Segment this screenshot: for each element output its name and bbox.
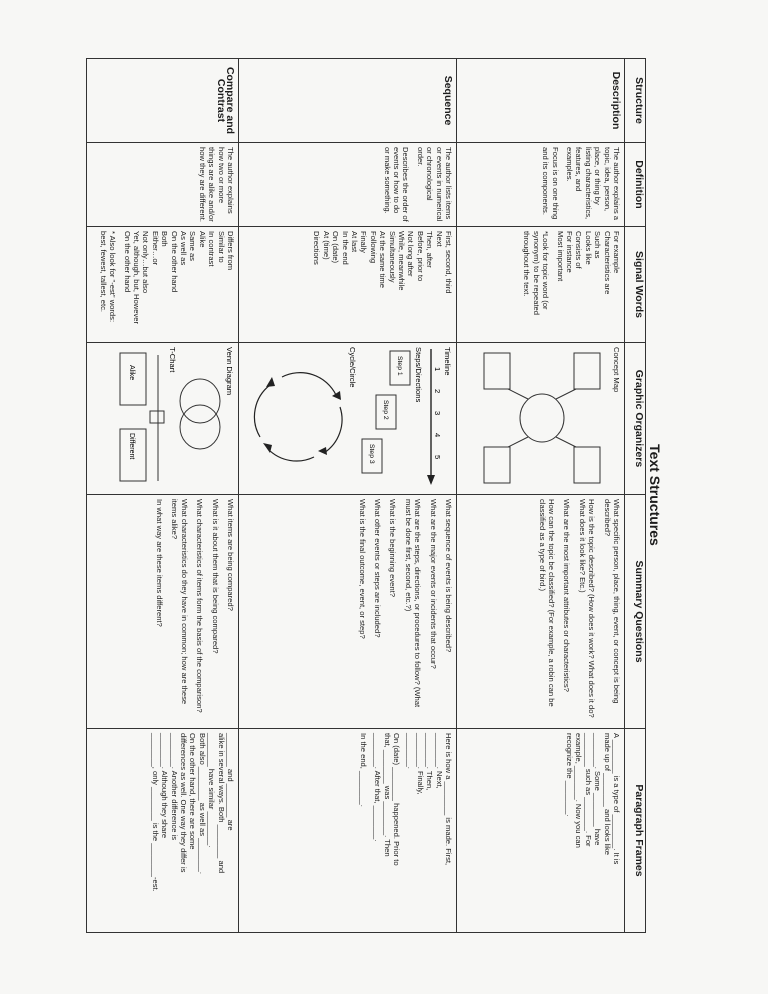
- signal-word: At last: [349, 231, 359, 253]
- signal-note: *Look for topic word (or synonym) to be repeated throughout the text.: [522, 231, 551, 316]
- summary-questions-cell: [87, 495, 239, 729]
- definition-text: The author lists items or events in numerical or chronological order.: [415, 147, 453, 222]
- frame-line: that, ________ was ________. Then: [382, 733, 392, 857]
- summary-question: What other events or steps are included?: [372, 499, 382, 638]
- signal-words-cell: [457, 227, 625, 343]
- signal-word: Yet, although, but, However: [131, 231, 141, 325]
- signal-word: Most important: [555, 231, 565, 282]
- summary-question: What characteristics of items form the basis of the comparison?: [195, 499, 205, 713]
- summary-question: What is the final outcome, event, or step?: [357, 499, 367, 639]
- frame-line: On the other hand, there are some: [188, 733, 198, 850]
- frame-line: differences as well. One way they differ is: [178, 733, 188, 873]
- signal-word: First, second, third: [444, 231, 453, 294]
- header-row: [625, 59, 646, 933]
- signal-word: On the other hand: [169, 231, 179, 293]
- signal-word: At the same time: [378, 231, 388, 288]
- different-label: Different: [128, 433, 135, 460]
- definition-cell: [457, 143, 625, 227]
- signal-word: Both: [160, 231, 170, 247]
- venn-circle: [180, 379, 220, 423]
- structure-cell: Sequence: [239, 59, 457, 143]
- header-signal-words: Signal Words: [625, 227, 646, 343]
- step-label: Step 1: [396, 356, 403, 376]
- signal-word: Such as: [593, 231, 603, 259]
- signal-word: Characteristics are: [602, 231, 612, 295]
- definition-text: Focus is on one thing and its components.: [541, 147, 560, 220]
- t-chart-stem: [150, 411, 164, 423]
- text-structures-sheet: [86, 58, 664, 932]
- graphic-organizer-cell: [239, 343, 457, 495]
- signal-word: Before, prior to: [415, 231, 425, 282]
- signal-word: Same as: [188, 231, 198, 261]
- signal-word: Looks like: [583, 231, 593, 265]
- frame-line: ________. Then,: [425, 733, 435, 791]
- step-label: Step 3: [368, 444, 375, 464]
- signal-word: On the other hand: [122, 231, 132, 293]
- signal-word: In contrast: [207, 231, 217, 267]
- signal-word: For example: [612, 231, 621, 274]
- timeline-number: 5: [433, 455, 442, 460]
- signal-word: Not long after: [406, 231, 416, 277]
- frame-line: alike in several ways. Both ________ and: [216, 733, 226, 874]
- sequence-organizers: [242, 345, 454, 491]
- organizer-label: Timeline: [443, 347, 452, 376]
- timeline-arrowhead: [427, 475, 435, 485]
- text-structures-table: [86, 58, 646, 933]
- signal-word: Following: [368, 231, 378, 264]
- step-label: Step 2: [382, 400, 389, 420]
- signal-word: Alike: [197, 231, 207, 248]
- signal-word: Then, after: [425, 231, 435, 268]
- organizer-label: Venn Diagram: [225, 347, 234, 396]
- page-title: Text Structures: [647, 444, 663, 546]
- header-structure: Structure: [625, 59, 646, 143]
- organizer-label: Concept Map: [612, 347, 621, 393]
- header-paragraph-frames: Paragraph Frames: [625, 729, 646, 933]
- signal-word: Not only…but also: [141, 231, 151, 294]
- header-graphic-organizers: Graphic Organizers: [625, 343, 646, 495]
- signal-word: At (time): [321, 231, 331, 260]
- timeline-number: 1: [433, 367, 442, 372]
- summary-question: What is the beginning event?: [388, 499, 398, 597]
- organizer-label: Cycle/Circle: [348, 347, 357, 388]
- frame-line: ________. Although they share: [160, 733, 170, 839]
- summary-question: What is it about them that is being compared?: [210, 499, 220, 654]
- signal-word: Directions: [312, 231, 322, 265]
- summary-question: What are the most important attributes or characteristics?: [562, 499, 572, 692]
- timeline-number: 3: [433, 411, 442, 416]
- summary-question: What items are being compared?: [226, 499, 235, 611]
- frame-line: ________. Finally,: [415, 733, 425, 795]
- signal-word: Either…or: [150, 231, 160, 266]
- signal-word: Next: [434, 231, 444, 247]
- definition-text: The author explains a topic, idea, person, place, or thing by listing characteristics, features, and examples.: [564, 147, 621, 221]
- summary-question: What characteristics do they have in common; how are these items alike?: [170, 499, 189, 705]
- paragraph-frames-cell: [457, 729, 625, 933]
- frame-line: Both also ________ as well as ________.: [197, 733, 207, 875]
- summary-question: What sequence of events is being described?: [444, 499, 453, 653]
- summary-question: How can the topic be classified? (For example, a robin can be classified as a type of bird.): [537, 499, 556, 707]
- header-definition: Definition: [625, 143, 646, 227]
- definition-text: Describes the order of events or how to do or make something.: [382, 147, 411, 222]
- row-compare-contrast: [87, 59, 239, 933]
- summary-question: What specific person, place, thing, event, or concept is being described?: [602, 499, 621, 704]
- frame-line: Here is how a ________ is made. First,: [444, 733, 453, 866]
- summary-questions-cell: [457, 495, 625, 729]
- frame-line: A ________ is a type of ________. It is: [612, 733, 621, 865]
- structure-cell: Compare and Contrast: [87, 59, 239, 143]
- signal-word: In the end: [340, 231, 350, 265]
- structure-cell: Description: [457, 59, 625, 143]
- signal-note: * Also look for "-est" words: best, fewest, tallest, etc.: [98, 231, 118, 323]
- timeline-number: 2: [433, 389, 442, 394]
- frame-line: example, ________. Now you can: [574, 733, 584, 848]
- signal-words-cell: [87, 227, 239, 343]
- alike-label: Alike: [128, 365, 135, 381]
- paragraph-frames-cell: [87, 729, 239, 933]
- row-description: [457, 59, 625, 933]
- frame-line: made up of ________ and looks like: [602, 733, 612, 856]
- signal-word: As well as: [178, 231, 188, 266]
- compare-organizers: [87, 345, 237, 491]
- signal-word: For instance: [564, 231, 574, 273]
- signal-word: Finally: [359, 231, 369, 253]
- signal-word: On (date): [331, 231, 341, 264]
- signal-word: Differs from: [226, 231, 235, 271]
- organizer-label: T-Chart: [168, 347, 177, 373]
- header-summary-questions: Summary Questions: [625, 495, 646, 729]
- definition-cell: [87, 143, 239, 227]
- frame-line: ________. Another difference is: [169, 733, 179, 841]
- frame-line: In the end, ________.: [358, 733, 368, 807]
- frame-line: ________, only ________ is the ________-est.: [150, 733, 160, 892]
- signal-word: Simultaneously: [387, 231, 397, 283]
- signal-words-cell: [239, 227, 457, 343]
- summary-question: In what way are these items different?: [154, 499, 164, 627]
- frame-line: On (date) ________ happened. Prior to: [391, 733, 401, 866]
- frame-line: recognize the ________.: [564, 733, 574, 817]
- frame-line: ________. Next,: [434, 733, 444, 789]
- graphic-organizer-cell: [87, 343, 239, 495]
- summary-question: How is the topic described? (How does it work? What does it do? What does it look like? Etc.): [577, 499, 597, 718]
- concept-map-diagram: [466, 347, 606, 489]
- frame-line: ________ such as ________. For: [583, 733, 593, 847]
- summary-questions-cell: [239, 495, 457, 729]
- organizer-label: Steps/Directions: [414, 347, 423, 403]
- definition-cell: [239, 143, 457, 227]
- graphic-organizer-cell: [457, 343, 625, 495]
- row-sequence: [239, 59, 457, 933]
- paragraph-frames-cell: [239, 729, 457, 933]
- signal-word: While, meanwhile: [396, 231, 406, 291]
- frame-line: ________.: [406, 733, 416, 769]
- signal-word: Consists of: [574, 231, 584, 269]
- definition-text: The author explains how two or more things are alike and/or how they are different.: [197, 147, 235, 222]
- frame-line: ________ and ________ are: [226, 733, 235, 831]
- frame-line: ________. Some ________ have: [593, 733, 603, 846]
- summary-question: What are the major events or incidents that occur?: [428, 499, 438, 669]
- frame-line: ________ have similar ________.: [207, 733, 217, 848]
- frame-line: ________. After that, ________.: [373, 733, 383, 842]
- timeline-number: 4: [433, 433, 442, 438]
- signal-word: Similar to: [216, 231, 226, 263]
- venn-circle: [180, 405, 220, 449]
- summary-question: What are the steps, directions, or procedures to follow? (What must be done first, second, etc.?): [403, 499, 423, 708]
